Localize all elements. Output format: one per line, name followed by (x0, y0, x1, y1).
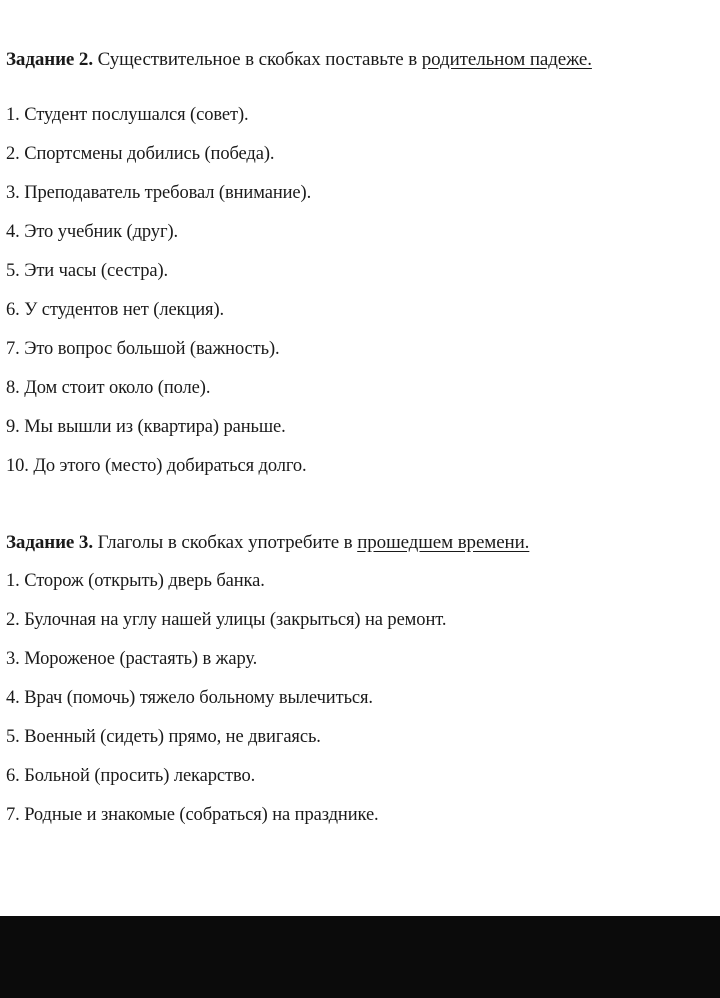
task2-instruction: Существительное в скобках поставьте в (92, 49, 422, 70)
task2-item-6: 6. У студентов нет (лекция). (6, 300, 225, 320)
task2-label: Задание 2. (6, 49, 93, 70)
task3-item-5: 5. Военный (сидеть) прямо, не двигаясь. (6, 727, 321, 747)
bottom-black-bar (0, 916, 720, 998)
task2-emphasis: родительном падеже. (421, 49, 592, 70)
task2-item-7: 7. Это вопрос большой (важность). (6, 339, 280, 359)
task2-item-1: 1. Студент послушался (совет). (6, 105, 249, 125)
task3-item-7: 7. Родные и знакомые (собраться) на празднике. (6, 805, 379, 825)
task3-instruction: Глаголы в скобках употребите в (92, 532, 358, 553)
task3-label: Задание 3. (6, 532, 93, 553)
task2-heading (6, 48, 592, 72)
task3-item-6: 6. Больной (просить) лекарство. (6, 766, 256, 786)
task3-emphasis: прошедшем времени. (357, 532, 530, 553)
task3-item-2: 2. Булочная на углу нашей улицы (закрыться) на ремонт. (6, 610, 447, 630)
task2-item-8: 8. Дом стоит около (поле). (6, 378, 211, 398)
task2-item-10: 10. До этого (место) добираться долго. (6, 456, 307, 476)
task2-item-2: 2. Спортсмены добились (победа). (6, 144, 275, 164)
task2-item-4: 4. Это учебник (друг). (6, 222, 179, 242)
task3-item-4: 4. Врач (помочь) тяжело больному вылечиться. (6, 688, 373, 708)
task2-item-3: 3. Преподаватель требовал (внимание). (6, 183, 312, 203)
task2-item-9: 9. Мы вышли из (квартира) раньше. (6, 417, 286, 437)
task2-item-5: 5. Эти часы (сестра). (6, 261, 169, 281)
task3-item-1: 1. Сторож (открыть) дверь банка. (6, 571, 265, 591)
task3-item-3: 3. Мороженое (растаять) в жару. (6, 649, 258, 669)
task3-heading (6, 531, 529, 555)
